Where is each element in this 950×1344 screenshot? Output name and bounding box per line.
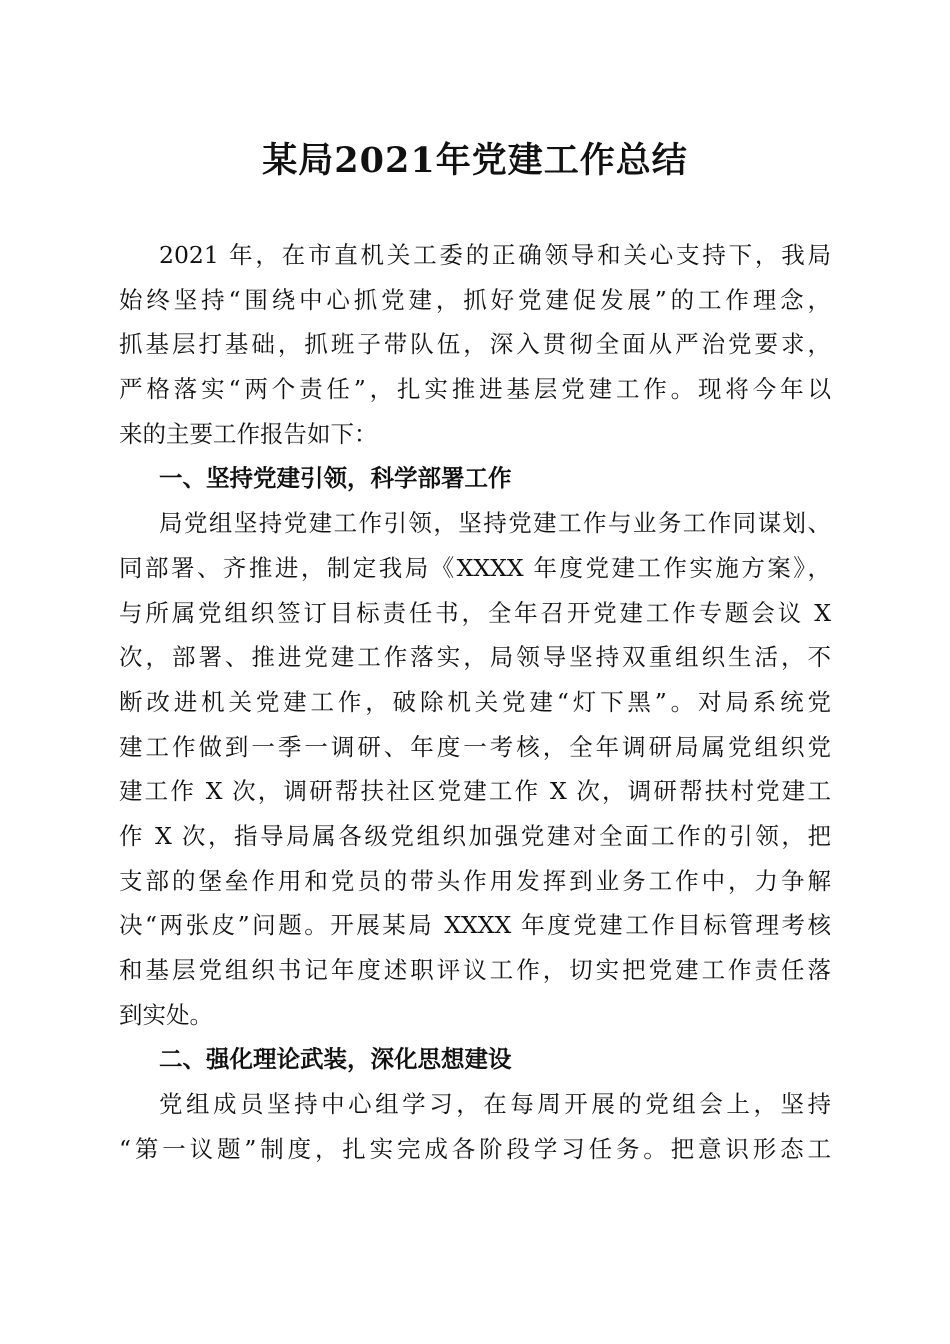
paragraph-line: 断改进机关党建工作，破除机关党建“灯下黑”。对局系统党 <box>119 687 831 716</box>
paragraph-line: 建工作做到一季一调研、年度一考核，全年调研局属党组织党 <box>119 732 831 761</box>
paragraph-line: 局党组坚持党建工作引领，坚持党建工作与业务工作同谋划、 <box>159 509 831 538</box>
paragraph-line: 与所属党组织签订目标责任书，全年召开党建工作专题会议 X <box>119 598 831 627</box>
document-body <box>119 233 831 1171</box>
paragraph-line: 同部署、齐推进，制定我局《XXXX 年度党建工作实施方案》， <box>119 553 831 582</box>
paragraph-line: 2021 年，在市直机关工委的正确领导和关心支持下，我局 <box>159 241 831 269</box>
section-heading-2: 二、强化理论武装，深化思想建设 <box>159 1045 512 1074</box>
paragraph-line: 建工作 X 次，调研帮扶社区党建工作 X 次，调研帮扶村党建工 <box>119 777 831 806</box>
paragraph-line: “第一议题”制度，扎实完成各阶段学习任务。把意识形态工 <box>119 1134 831 1163</box>
section-heading-1: 一、坚持党建引领，科学部署工作 <box>159 464 512 493</box>
paragraph-line: 支部的堡垒作用和党员的带头作用发挥到业务工作中，力争解 <box>119 866 831 895</box>
paragraph-line: 和基层党组织书记年度述职评议工作，切实把党建工作责任落 <box>119 956 831 984</box>
paragraph-line: 严格落实“两个责任”，扎实推进基层党建工作。现将今年以 <box>119 375 831 404</box>
paragraph-line: 来的主要工作报告如下： <box>119 419 378 448</box>
paragraph-line: 作 X 次，指导局属各级党组织加强党建对全面工作的引领，把 <box>119 821 831 850</box>
paragraph-line: 次，部署、推进党建工作落实，局领导坚持双重组织生活，不 <box>119 643 831 672</box>
paragraph-line: 抓基层打基础，抓班子带队伍，深入贯彻全面从严治党要求， <box>119 330 831 359</box>
paragraph-line: 到实处。 <box>119 1000 213 1029</box>
paragraph-line: 决“两张皮”问题。开展某局 XXXX 年度党建工作目标管理考核 <box>119 911 831 940</box>
document-title: 某局2021年党建工作总结 <box>262 140 688 181</box>
paragraph-line: 始终坚持“围绕中心抓党建，抓好党建促发展”的工作理念， <box>119 285 831 314</box>
paragraph-line: 党组成员坚持中心组学习，在每周开展的党组会上，坚持 <box>159 1090 831 1119</box>
